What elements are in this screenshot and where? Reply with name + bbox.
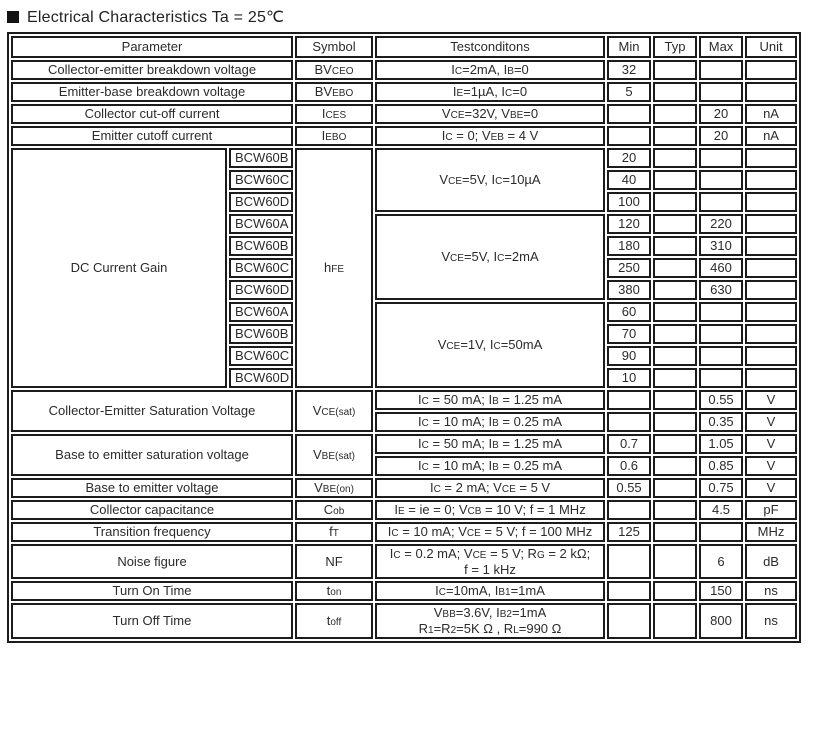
cell-model: BCW60B (229, 324, 293, 344)
cell-unit: V (745, 390, 797, 410)
cell-typ (653, 280, 697, 300)
cell-conditions: IC = 50 mA; IB = 1.25 mA (375, 390, 605, 410)
cell-symbol: VBE(sat) (295, 434, 373, 476)
cell-unit (745, 60, 797, 80)
cell-parameter: Emitter cutoff current (11, 126, 293, 146)
cell-model: BCW60D (229, 280, 293, 300)
cell-model: BCW60D (229, 192, 293, 212)
column-header-symbol: Symbol (295, 36, 373, 58)
cell-parameter: Base to emitter saturation voltage (11, 434, 293, 476)
cell-parameter: DC Current Gain (11, 148, 227, 388)
cell-unit (745, 368, 797, 388)
table-head (11, 36, 797, 58)
cell-typ (653, 82, 697, 102)
cell-min (607, 104, 651, 124)
cell-unit (745, 192, 797, 212)
cell-typ (653, 456, 697, 476)
section-title-row (7, 6, 813, 28)
cell-min: 125 (607, 522, 651, 542)
cell-conditions: VCE=5V, IC=2mA (375, 214, 605, 300)
cell-parameter: Base to emitter voltage (11, 478, 293, 498)
cell-min: 180 (607, 236, 651, 256)
cell-typ (653, 434, 697, 454)
cell-min: 40 (607, 170, 651, 190)
cell-typ (653, 368, 697, 388)
cell-conditions: VCE=1V, IC=50mA (375, 302, 605, 388)
table-row (11, 104, 797, 124)
cell-max: 0.35 (699, 412, 743, 432)
cell-max: 150 (699, 581, 743, 601)
cell-parameter: Collector capacitance (11, 500, 293, 520)
column-header-max: Max (699, 36, 743, 58)
cell-min (607, 126, 651, 146)
cell-min (607, 390, 651, 410)
cell-min: 250 (607, 258, 651, 278)
cell-symbol: BVEBO (295, 82, 373, 102)
table-row (11, 434, 797, 454)
table-row (11, 82, 797, 102)
cell-unit: ns (745, 581, 797, 601)
cell-parameter: Noise figure (11, 544, 293, 579)
cell-max (699, 60, 743, 80)
cell-min: 0.7 (607, 434, 651, 454)
cell-min (607, 544, 651, 579)
cell-conditions: VCE=5V, IC=10µA (375, 148, 605, 212)
table-body (11, 60, 797, 639)
table-row (11, 478, 797, 498)
cell-typ (653, 500, 697, 520)
cell-typ (653, 302, 697, 322)
table-row (11, 390, 797, 410)
table-row (11, 60, 797, 80)
cell-conditions: VCE=32V, VBE=0 (375, 104, 605, 124)
cell-typ (653, 603, 697, 639)
cell-min: 10 (607, 368, 651, 388)
cell-unit (745, 258, 797, 278)
cell-max: 1.05 (699, 434, 743, 454)
cell-model: BCW60B (229, 148, 293, 168)
cell-max (699, 368, 743, 388)
table-row (11, 581, 797, 601)
cell-max (699, 192, 743, 212)
cell-min (607, 500, 651, 520)
cell-model: BCW60A (229, 214, 293, 234)
cell-model: BCW60C (229, 170, 293, 190)
table-row (11, 500, 797, 520)
cell-unit: V (745, 456, 797, 476)
cell-max (699, 346, 743, 366)
cell-min: 0.6 (607, 456, 651, 476)
cell-typ (653, 522, 697, 542)
cell-max (699, 148, 743, 168)
cell-typ (653, 236, 697, 256)
cell-unit (745, 346, 797, 366)
cell-symbol: hFE (295, 148, 373, 388)
cell-max (699, 302, 743, 322)
cell-symbol: IEBO (295, 126, 373, 146)
header-row (11, 36, 797, 58)
section-title: Electrical Characteristics Ta = 25℃ (27, 9, 285, 26)
cell-max: 4.5 (699, 500, 743, 520)
cell-min: 70 (607, 324, 651, 344)
cell-typ (653, 412, 697, 432)
cell-model: BCW60B (229, 236, 293, 256)
cell-parameter: Transition frequency (11, 522, 293, 542)
table-row (11, 126, 797, 146)
cell-unit: nA (745, 126, 797, 146)
cell-typ (653, 478, 697, 498)
cell-symbol: Cob (295, 500, 373, 520)
cell-unit: nA (745, 104, 797, 124)
cell-max: 220 (699, 214, 743, 234)
cell-max: 310 (699, 236, 743, 256)
cell-max: 800 (699, 603, 743, 639)
cell-parameter: Emitter-base breakdown voltage (11, 82, 293, 102)
cell-max (699, 522, 743, 542)
cell-model: BCW60C (229, 346, 293, 366)
column-header-conditions: Testconditons (375, 36, 605, 58)
cell-min (607, 412, 651, 432)
column-header-unit: Unit (745, 36, 797, 58)
cell-conditions: VBB=3.6V, IB2=1mA R1=R2=5K Ω , RL=990 Ω (375, 603, 605, 639)
cell-conditions: IC = 0; VEB = 4 V (375, 126, 605, 146)
cell-min: 32 (607, 60, 651, 80)
cell-model: BCW60D (229, 368, 293, 388)
table-row (11, 522, 797, 542)
cell-unit: ns (745, 603, 797, 639)
cell-typ (653, 104, 697, 124)
cell-conditions: IE=1µA, IC=0 (375, 82, 605, 102)
cell-typ (653, 581, 697, 601)
cell-symbol: fT (295, 522, 373, 542)
cell-unit: V (745, 412, 797, 432)
cell-parameter: Collector-emitter breakdown voltage (11, 60, 293, 80)
cell-max: 630 (699, 280, 743, 300)
cell-conditions: IC = 10 mA; IB = 0.25 mA (375, 456, 605, 476)
cell-unit: V (745, 434, 797, 454)
table-row (11, 603, 797, 639)
cell-typ (653, 60, 697, 80)
cell-max: 6 (699, 544, 743, 579)
cell-unit (745, 236, 797, 256)
cell-symbol: BVCEO (295, 60, 373, 80)
cell-conditions: IE = ie = 0; VCB = 10 V; f = 1 MHz (375, 500, 605, 520)
cell-symbol: toff (295, 603, 373, 639)
cell-typ (653, 126, 697, 146)
cell-conditions: IC = 0.2 mA; VCE = 5 V; RG = 2 kΩ; f = 1 kHz (375, 544, 605, 579)
cell-conditions: IC=10mA, IB1=1mA (375, 581, 605, 601)
cell-parameter: Turn Off Time (11, 603, 293, 639)
cell-unit: dB (745, 544, 797, 579)
section-bullet-icon (7, 11, 19, 23)
cell-min (607, 581, 651, 601)
cell-symbol: VCE(sat) (295, 390, 373, 432)
cell-typ (653, 258, 697, 278)
cell-max: 20 (699, 104, 743, 124)
table-row (11, 148, 797, 168)
cell-min (607, 603, 651, 639)
electrical-characteristics-table (7, 32, 801, 643)
cell-typ (653, 214, 697, 234)
cell-conditions: IC = 2 mA; VCE = 5 V (375, 478, 605, 498)
cell-typ (653, 346, 697, 366)
cell-typ (653, 324, 697, 344)
column-header-typ: Typ (653, 36, 697, 58)
cell-unit: V (745, 478, 797, 498)
cell-max: 460 (699, 258, 743, 278)
column-header-min: Min (607, 36, 651, 58)
cell-min: 0.55 (607, 478, 651, 498)
cell-max (699, 82, 743, 102)
cell-min: 380 (607, 280, 651, 300)
cell-min: 20 (607, 148, 651, 168)
cell-min: 5 (607, 82, 651, 102)
cell-unit (745, 214, 797, 234)
cell-typ (653, 192, 697, 212)
cell-unit (745, 82, 797, 102)
cell-symbol: NF (295, 544, 373, 579)
column-header-parameter: Parameter (11, 36, 293, 58)
cell-typ (653, 170, 697, 190)
cell-max: 20 (699, 126, 743, 146)
cell-conditions: IC=2mA, IB=0 (375, 60, 605, 80)
cell-unit (745, 170, 797, 190)
cell-model: BCW60C (229, 258, 293, 278)
cell-unit: pF (745, 500, 797, 520)
cell-parameter: Collector cut-off current (11, 104, 293, 124)
cell-unit (745, 324, 797, 344)
cell-model: BCW60A (229, 302, 293, 322)
cell-conditions: IC = 10 mA; IB = 0.25 mA (375, 412, 605, 432)
cell-typ (653, 390, 697, 410)
table-row (11, 544, 797, 579)
cell-max (699, 170, 743, 190)
cell-min: 60 (607, 302, 651, 322)
cell-unit (745, 148, 797, 168)
cell-symbol: ICES (295, 104, 373, 124)
cell-typ (653, 544, 697, 579)
cell-unit: MHz (745, 522, 797, 542)
cell-symbol: VBE(on) (295, 478, 373, 498)
cell-conditions: IC = 10 mA; VCE = 5 V; f = 100 MHz (375, 522, 605, 542)
cell-max: 0.75 (699, 478, 743, 498)
cell-max (699, 324, 743, 344)
cell-conditions: IC = 50 mA; IB = 1.25 mA (375, 434, 605, 454)
cell-max: 0.55 (699, 390, 743, 410)
cell-symbol: ton (295, 581, 373, 601)
cell-min: 100 (607, 192, 651, 212)
cell-unit (745, 302, 797, 322)
cell-parameter: Collector-Emitter Saturation Voltage (11, 390, 293, 432)
cell-min: 120 (607, 214, 651, 234)
cell-min: 90 (607, 346, 651, 366)
cell-max: 0.85 (699, 456, 743, 476)
cell-unit (745, 280, 797, 300)
cell-typ (653, 148, 697, 168)
cell-parameter: Turn On Time (11, 581, 293, 601)
